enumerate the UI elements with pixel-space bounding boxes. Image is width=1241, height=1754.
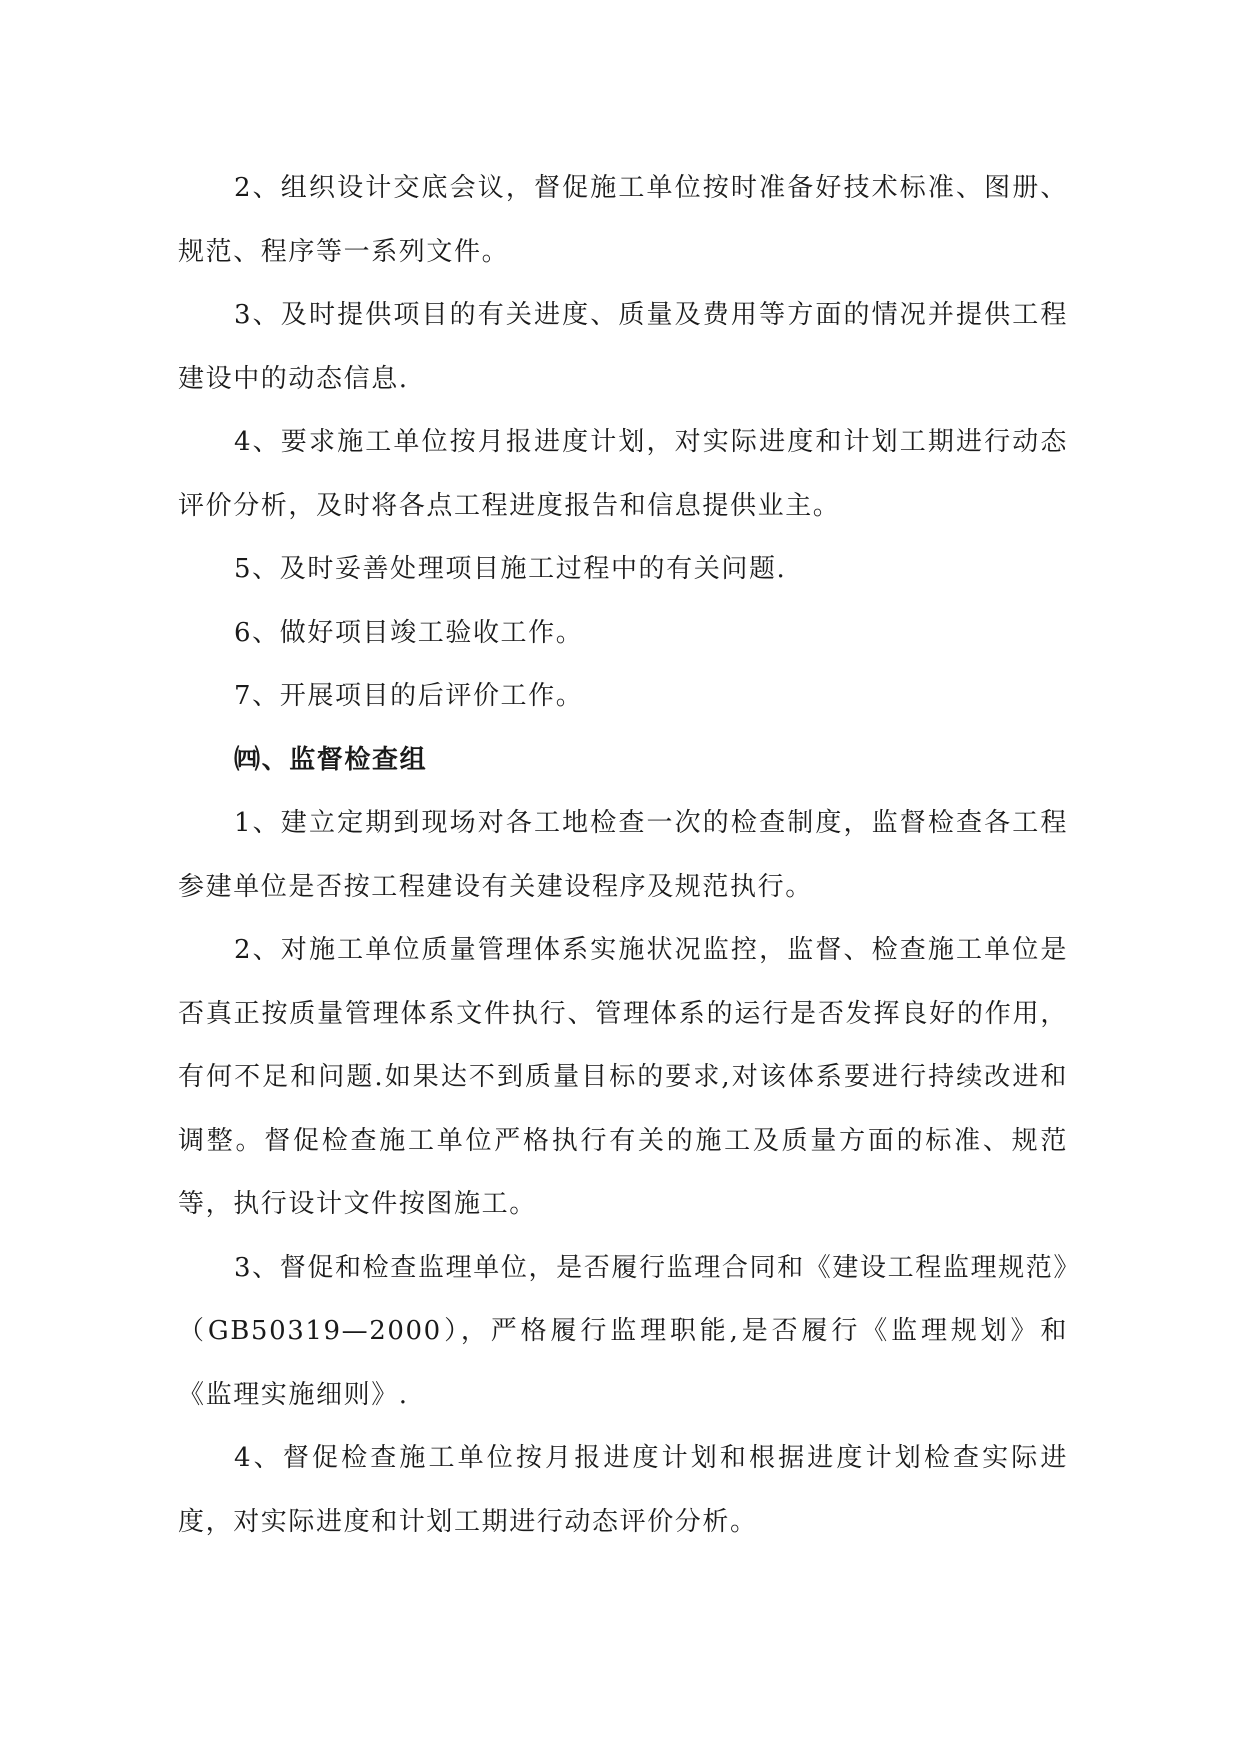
paragraph-item-7: 7、开展项目的后评价工作。 [234, 681, 584, 711]
document-body [178, 157, 1068, 1554]
supervision-item-4: 4、督促检查施工单位按月报进度计划和根据进度计划检查实际进度，对实际进度和计划工期进行动态评价分析。 [178, 1443, 1068, 1537]
paragraph-item-4: 4、要求施工单位按月报进度计划，对实际进度和计划工期进行动态评价分析，及时将各点工程进度报告和信息提供业主。 [178, 427, 1068, 521]
paragraph-item-3: 3、及时提供项目的有关进度、质量及费用等方面的情况并提供工程建设中的动态信息. [178, 300, 1068, 394]
paragraph-item-2: 2、组织设计交底会议，督促施工单位按时准备好技术标准、图册、规范、程序等一系列文件。 [178, 173, 1068, 267]
supervision-item-2: 2、对施工单位质量管理体系实施状况监控，监督、检查施工单位是否真正按质量管理体系文件执行、管理体系的运行是否发挥良好的作用，有何不足和问题.如果达不到质量目标的要求,对该体系要进行持续改进和调整。督促检查施工单位严格执行有关的施工及质量方面的标准、规范等，执行设计文件按图施工。 [178, 935, 1068, 1219]
paragraph-item-6: 6、做好项目竣工验收工作。 [234, 617, 584, 648]
section-heading: ㈣、监督检查组 [234, 744, 428, 775]
supervision-item-3: 3、督促和检查监理单位，是否履行监理合同和《建设工程监理规范》（GB50319—2000），严格履行监理职能,是否履行《监理规划》和《监理实施细则》. [178, 1252, 1068, 1410]
paragraph-item-5: 5、及时妥善处理项目施工过程中的有关问题. [234, 554, 787, 584]
supervision-item-1: 1、建立定期到现场对各工地检查一次的检查制度，监督检查各工程参建单位是否按工程建设有关建设程序及规范执行。 [178, 808, 1068, 902]
